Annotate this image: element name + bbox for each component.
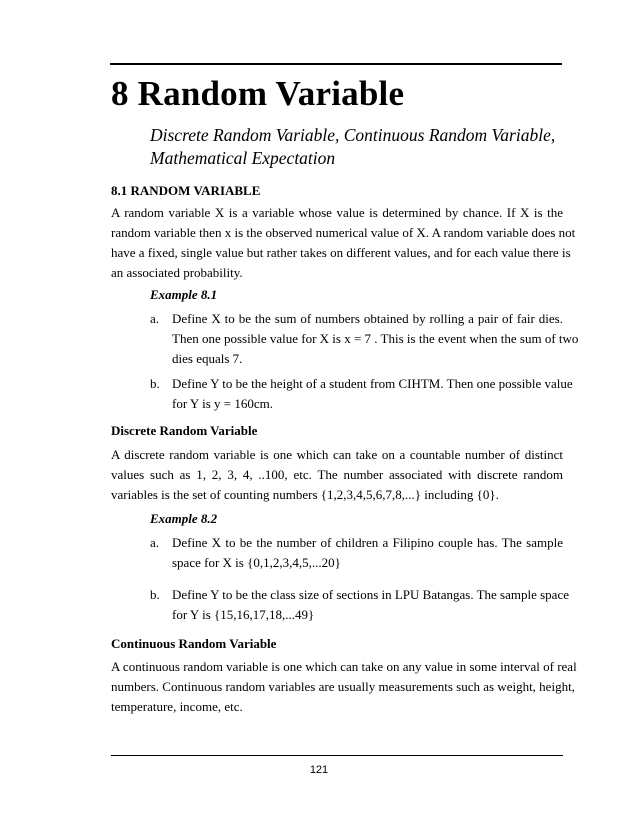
chapter-title: 8 Random Variable xyxy=(111,74,405,113)
example-8-2-heading: Example 8.2 xyxy=(150,511,218,526)
top-rule xyxy=(110,63,562,65)
subtitle-line: Mathematical Expectation xyxy=(150,148,336,168)
footer-rule xyxy=(111,755,563,756)
example-8-1-heading: Example 8.1 xyxy=(150,287,218,302)
paragraph-line: an associated probability. xyxy=(111,265,243,280)
item-line: for Y is {15,16,17,18,...49} xyxy=(172,607,315,622)
example-8-2-item-a xyxy=(150,533,563,573)
item-marker: a. xyxy=(150,311,160,326)
item-line: Define Y to be the class size of sections in LPU Batangas. The sample space xyxy=(172,587,569,602)
paragraph-line: A discrete random variable is one which can take on a countable number of distinct xyxy=(111,447,563,462)
item-line: Define Y to be the height of a student from CIHTM. Then one possible value xyxy=(172,376,573,391)
item-line: for Y is y = 160cm. xyxy=(172,396,273,411)
random-variable-paragraph xyxy=(111,203,576,283)
item-marker: b. xyxy=(150,376,160,391)
item-marker: b. xyxy=(150,587,160,602)
example-8-1-item-b xyxy=(150,374,573,414)
paragraph-line: values such as 1, 2, 3, 4, ..100, etc. The number associated with discrete random xyxy=(111,467,563,482)
continuous-paragraph xyxy=(111,657,577,717)
paragraph-line: have a fixed, single value but rather takes on different values, and for each value there is xyxy=(111,245,571,260)
section-heading-8-1: 8.1 RANDOM VARIABLE xyxy=(111,183,261,198)
item-line: Then one possible value for X is x = 7 . This is the event when the sum of two xyxy=(172,331,579,346)
paragraph-line: variables is the set of counting numbers {1,2,3,4,5,6,7,8,...} including {0}. xyxy=(111,487,499,502)
example-8-1-item-a xyxy=(150,309,579,369)
paragraph-line: numbers. Continuous random variables are usually measurements such as weight, height, xyxy=(111,679,575,694)
paragraph-line: A continuous random variable is one which can take on any value in some interval of real xyxy=(111,659,577,674)
page-number: 121 xyxy=(309,764,329,776)
item-line: Define X to be the number of children a Filipino couple has. The sample xyxy=(172,535,563,550)
item-line: dies equals 7. xyxy=(172,351,243,366)
item-line: space for X is {0,1,2,3,4,5,...20} xyxy=(172,555,341,570)
discrete-heading: Discrete Random Variable xyxy=(111,423,258,438)
example-8-2-item-b xyxy=(150,585,569,625)
subtitle-line: Discrete Random Variable, Continuous Random Variable, xyxy=(150,125,556,145)
discrete-paragraph xyxy=(111,445,563,505)
paragraph-line: temperature, income, etc. xyxy=(111,699,243,714)
item-line: Define X to be the sum of numbers obtained by rolling a pair of fair dies. xyxy=(172,311,563,326)
paragraph-line: A random variable X is a variable whose value is determined by chance. If X is the xyxy=(111,205,563,220)
continuous-heading: Continuous Random Variable xyxy=(111,636,277,651)
item-marker: a. xyxy=(150,535,160,550)
paragraph-line: random variable then x is the observed numerical value of X. A random variable does not xyxy=(111,225,576,240)
chapter-subtitle xyxy=(150,124,555,170)
